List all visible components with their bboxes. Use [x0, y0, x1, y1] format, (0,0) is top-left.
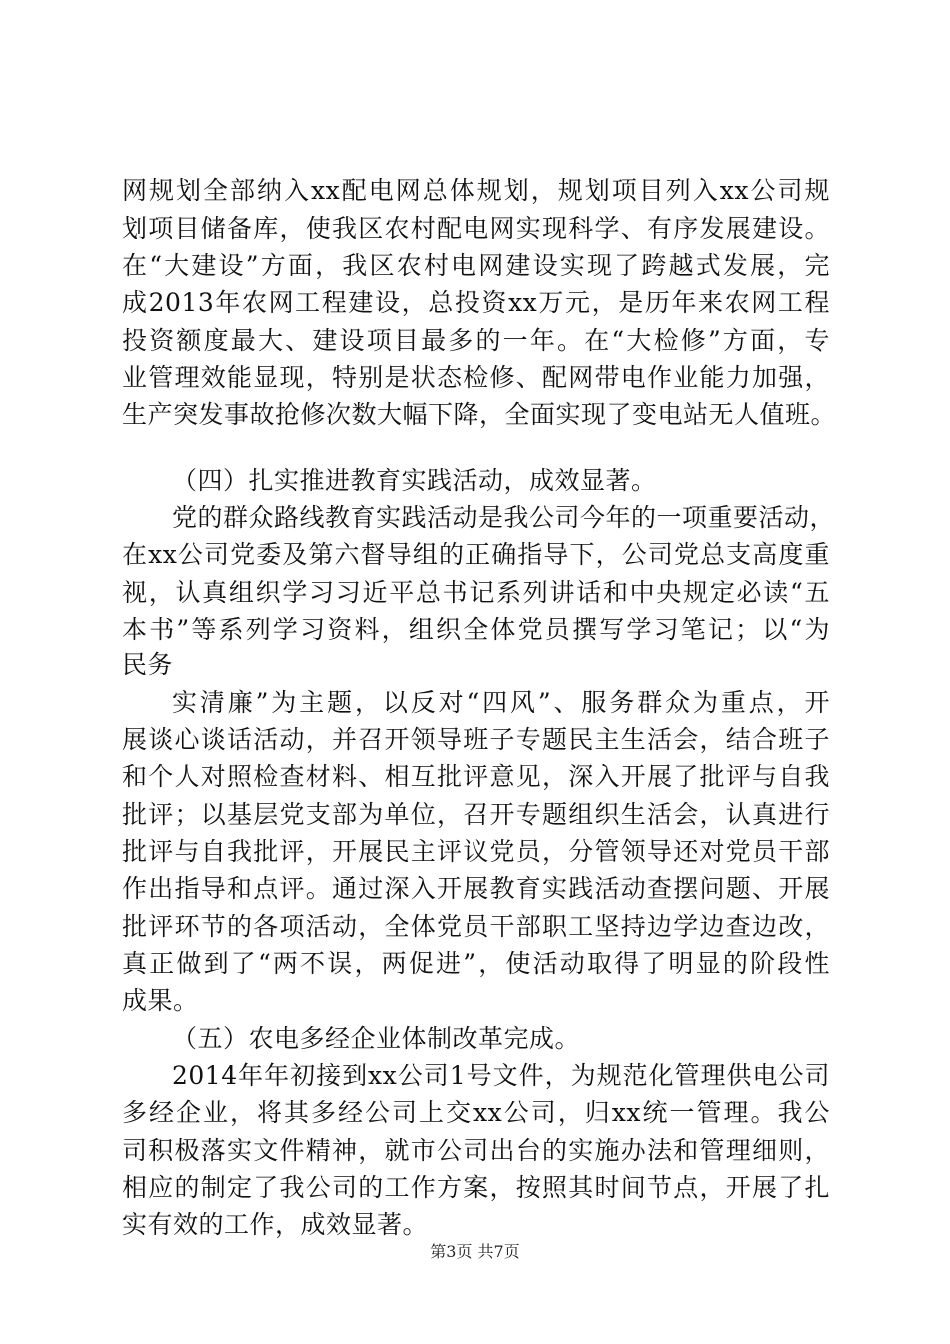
text-line: 民务: [122, 650, 174, 679]
text-line: 网规划全部纳入xx配电网总体规划，规划项目列入xx公司规: [122, 176, 830, 205]
text-line: 2014年年初接到xx公司1号文件，为规范化管理供电公司: [172, 1061, 830, 1090]
text-line: 展谈心谈话活动，并召开领导班子专题民主生活会，结合班子: [122, 725, 830, 754]
section-heading: （四）扎实推进教育实践活动，成效显著。: [172, 466, 657, 495]
text-line: 多经企业，将其多经公司上交xx公司，归xx统一管理。我公: [122, 1098, 830, 1127]
text-line: 批评与自我批评，开展民主评议党员，分管领导还对党员干部: [122, 837, 830, 866]
text-line: 生产突发事故抢修次数大幅下降，全面实现了变电站无人值班。: [122, 400, 837, 429]
text-line: 批评环节的各项活动，全体党员干部职工坚持边学边查边改，: [122, 912, 830, 941]
text-line: 真正做到了“两不误，两促进”，使活动取得了明显的阶段性: [122, 949, 830, 978]
text-line: 成2013年农网工程建设，总投资xx万元，是历年来农网工程: [122, 288, 830, 317]
text-line: 划项目储备库，使我区农村配电网实现科学、有序发展建设。: [122, 214, 830, 243]
text-line: 在“大建设”方面，我区农村电网建设实现了跨越式发展，完: [122, 251, 830, 280]
text-line: 和个人对照检查材料、相互批评意见，深入开展了批评与自我: [122, 762, 830, 791]
text-line: 本书”等系列学习资料，组织全体党员撰写学习笔记；以“为: [122, 615, 830, 644]
text-line: 视，认真组织学习习近平总书记系列讲话和中央规定必读“五: [122, 578, 830, 607]
text-line: 作出指导和点评。通过深入开展教育实践活动查摆问题、开展: [122, 874, 830, 903]
text-line: 司积极落实文件精神，就市公司出台的实施办法和管理细则，: [122, 1136, 830, 1165]
text-line: 在xx公司党委及第六督导组的正确指导下，公司党总支高度重: [122, 540, 830, 569]
text-line: 投资额度最大、建设项目最多的一年。在“大检修”方面，专: [122, 326, 830, 355]
text-line: 相应的制定了我公司的工作方案，按照其时间节点，开展了扎: [122, 1173, 830, 1202]
page-footer: 第3页 共7页: [430, 1242, 520, 1261]
text-line: 实有效的工作，成效显著。: [122, 1210, 429, 1239]
text-line: 实清廉”为主题，以反对“四风”、服务群众为重点，开: [172, 688, 830, 717]
text-line: 成果。: [122, 986, 199, 1015]
text-line: 批评；以基层党支部为单位，召开专题组织生活会，认真进行: [122, 800, 830, 829]
text-line: 业管理效能显现，特别是状态检修、配网带电作业能力加强，: [122, 363, 830, 392]
section-heading: （五）农电多经企业体制改革完成。: [172, 1024, 581, 1053]
text-line: 党的群众路线教育实践活动是我公司今年的一项重要活动，: [172, 503, 836, 532]
